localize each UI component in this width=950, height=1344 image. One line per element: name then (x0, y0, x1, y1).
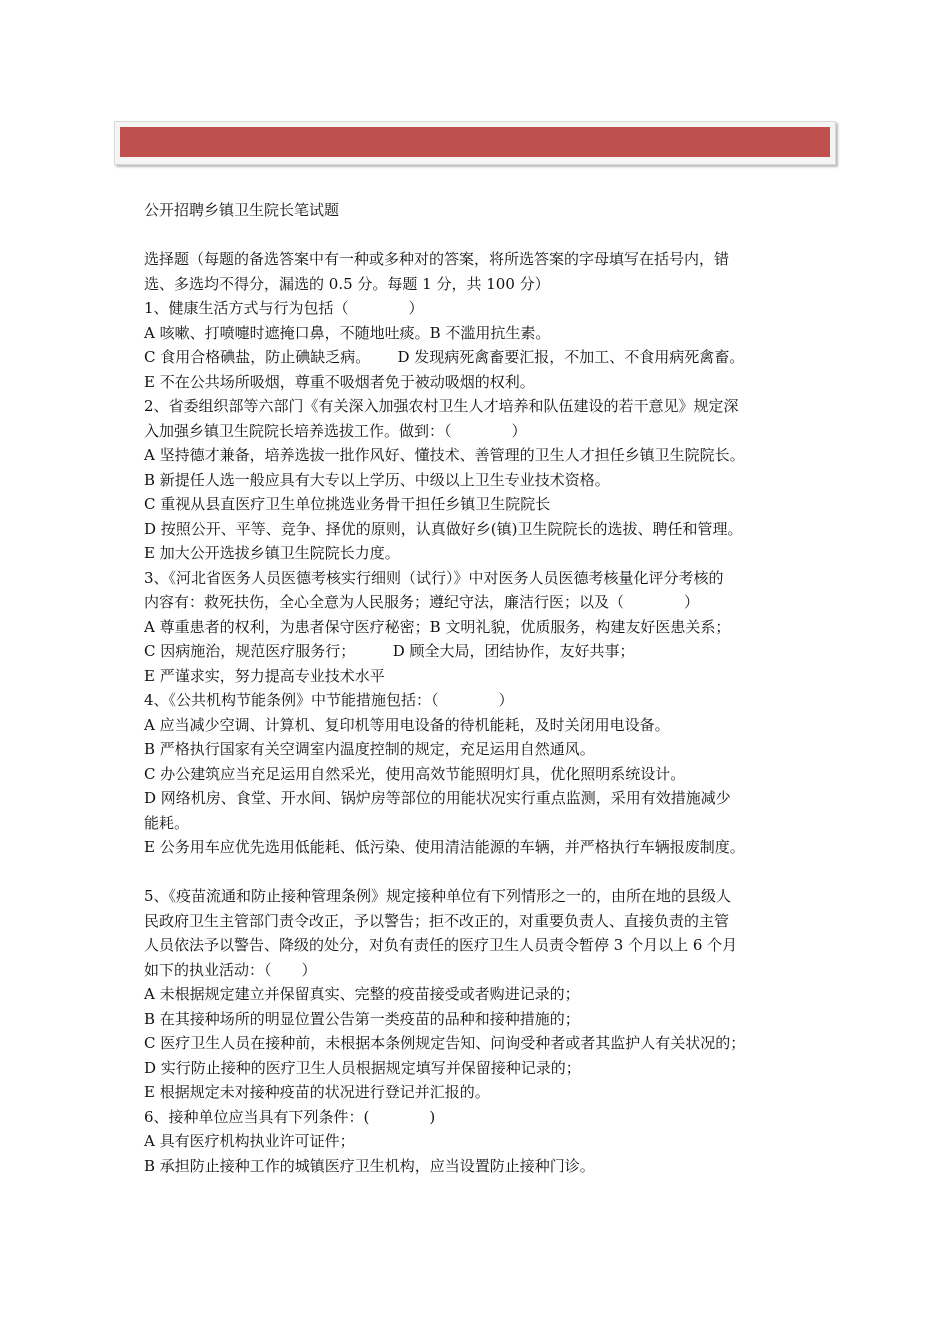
text-line: B 新提任人选一般应具有大专以上学历、中级以上卫生专业技术资格。 (144, 470, 610, 489)
text-line: 内容有：救死扶伤，全心全意为人民服务；遵纪守法，廉洁行医；以及（ ） (144, 593, 700, 611)
text-line: 1、健康生活方式与行为包括（ ） (144, 299, 424, 317)
text-line: 6、接种单位应当具有下列条件：( ) (144, 1107, 436, 1126)
text-line: A 应当减少空调、计算机、复印机等用电设备的待机能耗，及时关闭用电设备。 (144, 715, 670, 734)
text-line: 3、《河北省医务人员医德考核实行细则（试行）》中对医务人员医德考核量化评分考核的 (144, 568, 724, 587)
text-line: E 公务用车应优先选用低能耗、低污染、使用清洁能源的车辆，并严格执行车辆报废制度。 (144, 838, 745, 856)
text-line: D 实行防止接种的医疗卫生人员根据规定填写并保留接种记录的； (144, 1058, 581, 1077)
document-title: 公开招聘乡镇卫生院长笔试题 (144, 201, 340, 219)
text-line: C 医疗卫生人员在接种前，未根据本条例规定告知、问询受种者或者其监护人有关状况的； (144, 1034, 746, 1052)
text-line: C 食用合格碘盐，防止碘缺乏病。 D 发现病死禽畜要汇报，不加工、不食用病死禽畜。 (144, 348, 745, 366)
text-line: A 坚持德才兼备，培养选拔一批作风好、懂技术、善管理的卫生人才担任乡镇卫生院院长。 (144, 446, 745, 464)
text-line: A 未根据规定建立并保留真实、完整的疫苗接受或者购进记录的； (144, 985, 580, 1003)
paragraph-gap (144, 860, 812, 885)
question-block-2 (144, 884, 812, 1178)
text-line: 2、省委组织部等六部门《有关深入加强农村卫生人才培养和队伍建设的若干意见》规定深 (144, 397, 739, 415)
text-line: E 加大公开选拔乡镇卫生院院长力度。 (144, 544, 400, 562)
text-line: 能耗。 (144, 813, 190, 832)
text-line: 人员依法予以警告、降级的处分，对负有责任的医疗卫生人员责令暂停 3 个月以上 6 个月 (144, 936, 738, 954)
text-line: 如下的执业活动：（ ） (144, 960, 317, 979)
text-line: 选、多选均不得分，漏选的 0.5 分。每题 1 分，共 100 分） (144, 274, 550, 293)
text-line: C 重视从县直医疗卫生单位挑选业务骨干担任乡镇卫生院院长 (144, 495, 551, 513)
text-line: B 严格执行国家有关空调室内温度控制的规定，充足运用自然通风。 (144, 740, 595, 758)
text-line: D 按照公开、平等、竞争、择优的原则，认真做好乡(镇)卫生院院长的选拔、聘任和管理。 (144, 519, 743, 538)
text-line: 选择题（每题的备选答案中有一种或多种对的答案，将所选答案的字母填写在括号内，错 (144, 250, 730, 268)
text-line: A 尊重患者的权利，为患者保守医疗秘密；B 文明礼貌，优质服务，构建友好医患关系； (144, 617, 731, 636)
text-line: C 办公建筑应当充足运用自然采光，使用高效节能照明灯具，优化照明系统设计。 (144, 764, 686, 783)
text-line: B 承担防止接种工作的城镇医疗卫生机构，应当设置防止接种门诊。 (144, 1156, 595, 1175)
text-line: B 在其接种场所的明显位置公告第一类疫苗的品种和接种措施的； (144, 1009, 580, 1028)
header-banner-fill (120, 127, 830, 157)
header-banner (114, 121, 836, 165)
text-line: 入加强乡镇卫生院院长培养选拔工作。做到：（ ） (144, 421, 527, 440)
text-line: A 具有医疗机构执业许可证件； (144, 1132, 355, 1150)
text-line: 5、《疫苗流通和防止接种管理条例》规定接种单位有下列情形之一的，由所在地的县级人 (144, 887, 732, 905)
text-line: 4、《公共机构节能条例》中节能措施包括：（ ） (144, 691, 514, 709)
text-line: C 因病施治，规范医疗服务行； D 顾全大局，团结协作，友好共事； (144, 642, 635, 660)
text-line: A 咳嗽、打喷嚏时遮掩口鼻，不随地吐痰。B 不滥用抗生素。 (144, 323, 551, 342)
text-line: E 不在公共场所吸烟，尊重不吸烟者免于被动吸烟的权利。 (144, 372, 535, 391)
document-body (144, 198, 812, 1178)
question-block-1 (144, 247, 812, 860)
text-line: 民政府卫生主管部门责令改正，予以警告；拒不改正的，对重要负责人、直接负责的主管 (144, 911, 730, 930)
text-line: D 网络机房、食堂、开水间、锅炉房等部位的用能状况实行重点监测，采用有效措施减少 (144, 789, 731, 807)
text-line: E 根据规定未对接种疫苗的状况进行登记并汇报的。 (144, 1083, 490, 1101)
text-line: E 严谨求实，努力提高专业技术水平 (144, 666, 385, 685)
